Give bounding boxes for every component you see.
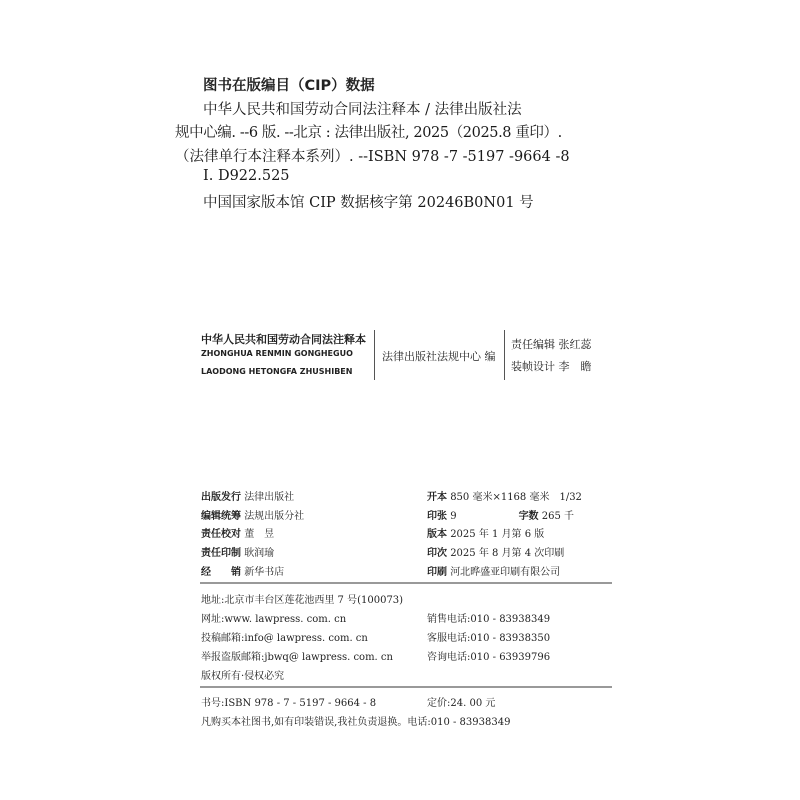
isbn: 书号:ISBN 978 - 7 - 5197 - 9664 - 8 xyxy=(201,698,377,709)
book-title-cn: 中华人民共和国劳动合同法注释本 xyxy=(201,333,366,346)
cip-line: Ⅰ. D922.525 xyxy=(203,168,290,184)
service-phone: 客服电话:010 - 83938350 xyxy=(427,633,551,644)
credit-row xyxy=(201,544,274,559)
divider xyxy=(374,330,375,380)
credit-label: 版本 xyxy=(427,529,447,541)
credit-value: 2025 年 1 月第 6 版 xyxy=(450,529,545,541)
divider xyxy=(200,582,612,584)
credit-value: 法律出版社 xyxy=(244,492,295,503)
credit-value: 河北晔盛亚印刷有限公司 xyxy=(450,566,561,578)
report-email[interactable]: 举报盗版邮箱:jbwq@ lawpress. com. cn xyxy=(201,652,393,663)
editor-label: 责任编辑 xyxy=(511,338,555,351)
credit-label: 出版发行 xyxy=(201,492,241,503)
credit-label: 印次 xyxy=(427,548,447,560)
cip-line: 中华人民共和国劳动合同法注释本 / 法律出版社法 xyxy=(203,102,522,118)
credit-label: 经 销 xyxy=(201,566,241,578)
credit-row xyxy=(427,488,582,503)
credit-row xyxy=(427,507,574,522)
price: 定价:24. 00 元 xyxy=(427,698,496,709)
credit-label: 印刷 xyxy=(427,566,447,578)
designer xyxy=(511,358,592,374)
credit-label: 印张 xyxy=(427,510,447,522)
divider xyxy=(200,686,612,688)
cip-title: 图书在版编目（CIP）数据 xyxy=(203,78,375,94)
credit-label: 字数 xyxy=(518,510,539,522)
sales-phone: 销售电话:010 - 83938349 xyxy=(427,614,551,625)
credit-label: 责任校对 xyxy=(201,529,241,541)
credit-value: 850 毫米×1168 毫米 1/32 xyxy=(450,492,582,503)
credit-value: 2025 年 8 月第 4 次印刷 xyxy=(450,548,565,560)
credit-row xyxy=(427,525,544,540)
credit-value: 董 昱 xyxy=(244,529,275,541)
credit-row xyxy=(427,544,564,559)
book-title-pinyin: ZHONGHUA RENMIN GONGHEGUO xyxy=(201,349,353,358)
submission-email[interactable]: 投稿邮箱:info@ lawpress. com. cn xyxy=(201,633,368,644)
credit-value: 法规出版分社 xyxy=(244,510,305,522)
cip-line: 中国国家版本馆 CIP 数据核字第 20246B0N01 号 xyxy=(203,195,534,211)
website[interactable]: 网址:www. lawpress. com. cn xyxy=(201,614,347,625)
credit-row xyxy=(201,563,284,578)
credit-label: 开本 xyxy=(427,492,447,503)
credit-value: 9 xyxy=(450,510,457,522)
rights: 版权所有·侵权必究 xyxy=(201,671,285,682)
credit-row xyxy=(201,525,274,540)
credit-value: 265 千 xyxy=(541,510,575,522)
credit-value: 新华书店 xyxy=(244,566,285,578)
credit-row xyxy=(201,507,304,522)
editor xyxy=(511,336,592,352)
credit-row xyxy=(427,563,560,578)
designer-name: 李 瞻 xyxy=(558,360,592,373)
notice: 凡购买本社图书,如有印装错误,我社负责退换。电话:010 - 83938349 xyxy=(201,717,511,728)
book-author: 法律出版社法规中心 编 xyxy=(382,350,496,363)
credit-row xyxy=(201,488,294,503)
credit-value: 耿润瑜 xyxy=(244,548,275,560)
editor-name: 张红蕊 xyxy=(558,338,592,351)
address: 地址:北京市丰台区莲花池西里 7 号(100073) xyxy=(201,595,404,606)
divider xyxy=(504,330,505,380)
cip-line: （法律单行本注释本系列）. --ISBN 978 -7 -5197 -9664 -8 xyxy=(175,149,570,165)
credit-label: 责任印制 xyxy=(201,548,241,560)
designer-label: 装帧设计 xyxy=(511,360,555,373)
inquiry-phone: 咨询电话:010 - 63939796 xyxy=(427,652,551,663)
book-title-pinyin: LAODONG HETONGFA ZHUSHIBEN xyxy=(201,367,353,376)
cip-line: 规中心编. --6 版. --北京 : 法律出版社, 2025（2025.8 重印）. xyxy=(175,125,562,141)
credit-label: 编辑统筹 xyxy=(201,510,241,522)
